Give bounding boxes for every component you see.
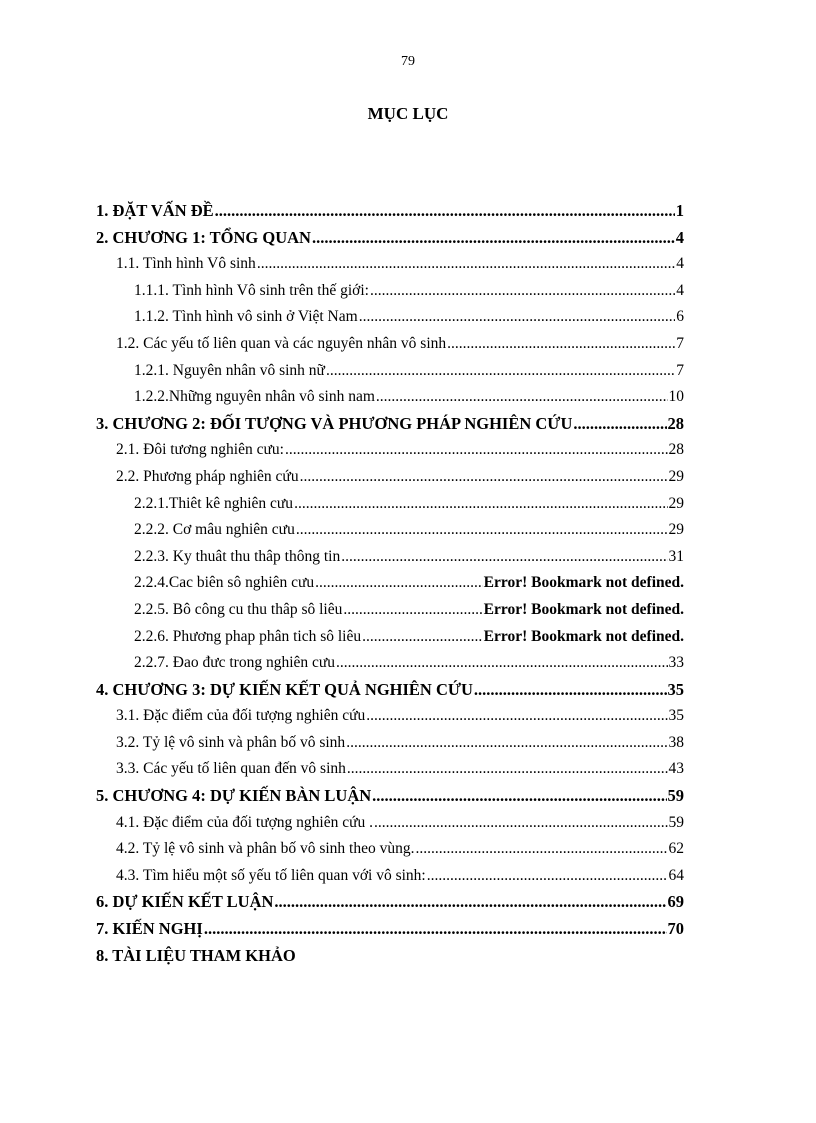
toc-entry-label: 3.3. Các yếu tố liên quan đến vô sinh (116, 760, 346, 778)
toc-leader-dots (274, 889, 666, 916)
toc-entry[interactable] (96, 331, 684, 358)
toc-entry-page: 7 (676, 361, 684, 379)
toc-entry[interactable] (96, 889, 684, 916)
table-of-contents (96, 198, 684, 969)
toc-entry-label: 1.2.2.Những nguyên nhân vô sinh nam (134, 388, 375, 406)
toc-entry-page: 59 (667, 786, 684, 806)
toc-entry-label: 2.1. Đôi tương nghiên cưu: (116, 441, 284, 459)
toc-entry-page: 70 (667, 919, 684, 939)
toc-leader-dots (300, 464, 668, 491)
toc-entry-page: 38 (668, 733, 684, 751)
toc-leader-dots (427, 863, 668, 890)
toc-entry-page: 62 (668, 840, 684, 858)
toc-entry-label: 2. CHƯƠNG 1: TỔNG QUAN (96, 227, 311, 247)
toc-entry[interactable] (96, 437, 684, 464)
toc-entry-label: 1. ĐẶT VẤN ĐỀ (96, 201, 214, 220)
toc-entry-page: 28 (667, 413, 684, 433)
toc-entry[interactable] (96, 491, 684, 518)
toc-entry[interactable] (96, 943, 684, 970)
toc-entry[interactable] (96, 517, 684, 544)
toc-entry[interactable] (96, 756, 684, 783)
toc-entry-page: 35 (668, 707, 684, 725)
toc-entry-page: 4 (676, 255, 684, 273)
toc-entry-page: 29 (668, 494, 684, 512)
toc-entry-page: 4 (675, 227, 684, 247)
toc-entry-label: 1.2.1. Nguyên nhân vô sinh nữ (134, 361, 325, 379)
toc-leader-dots (341, 544, 667, 571)
toc-leader-dots (359, 304, 676, 331)
toc-entry-page: 64 (668, 866, 684, 884)
toc-entry[interactable] (96, 384, 684, 411)
toc-entry-label: 4.1. Đặc điểm của đối tượng nghiên cứu . (116, 813, 374, 831)
toc-leader-dots (346, 730, 667, 757)
toc-entry-page: 29 (668, 521, 684, 539)
toc-leader-dots (347, 756, 668, 783)
toc-entry[interactable] (96, 650, 684, 677)
toc-entry[interactable] (96, 810, 684, 837)
toc-entry-label: 1.1.2. Tình hình vô sinh ở Việt Nam (134, 308, 358, 326)
toc-entry[interactable] (96, 570, 684, 597)
toc-entry-page: 33 (668, 654, 684, 672)
toc-entry-error: Error! Bookmark not defined. (483, 600, 684, 618)
toc-entry-label: 2.2.6. Phương phap phân tich sô liêu (134, 627, 362, 645)
toc-entry-label: 5. CHƯƠNG 4: DỰ KIẾN BÀN LUẬN (96, 786, 372, 806)
toc-entry-label: 3.1. Đặc điểm của đối tượng nghiên cứu (116, 707, 366, 725)
toc-leader-dots (296, 517, 668, 544)
toc-entry-label: 4.3. Tìm hiểu một số yếu tố liên quan với vô sinh: (116, 866, 426, 884)
toc-entry-page: 10 (668, 388, 684, 406)
toc-leader-dots (312, 225, 675, 252)
toc-entry-label: 2.2. Phương pháp nghiên cứu (116, 467, 299, 485)
toc-entry-label: 2.2.7. Đao đưc trong nghiên cưu (134, 654, 336, 672)
toc-leader-dots (374, 810, 667, 837)
toc-entry-label: 2.2.5. Bô công cu thu thâp sô liêu (134, 600, 343, 618)
toc-leader-dots (257, 251, 675, 278)
toc-entry-page: 29 (668, 467, 684, 485)
toc-entry-page: 28 (668, 441, 684, 459)
toc-entry-page: 69 (667, 892, 684, 912)
toc-entry[interactable] (96, 358, 684, 385)
toc-entry-label: 8. TÀI LIỆU THAM KHẢO (96, 945, 296, 965)
toc-entry[interactable] (96, 916, 684, 943)
toc-entry-page: 31 (668, 547, 684, 565)
toc-entry[interactable] (96, 703, 684, 730)
page-number: 79 (401, 54, 415, 69)
toc-title: MỤC LỤC (367, 104, 449, 123)
toc-leader-dots (326, 358, 675, 385)
toc-leader-dots (215, 198, 675, 225)
toc-entry[interactable] (96, 251, 684, 278)
toc-entry-label: 2.2.4.Cac biên sô nghiên cưu (134, 574, 315, 592)
toc-leader-dots (336, 650, 667, 677)
toc-entry[interactable] (96, 677, 684, 704)
toc-entry-label: 1.1.1. Tình hình Vô sinh trên thế giới: (134, 281, 369, 299)
toc-entry[interactable] (96, 411, 684, 438)
toc-leader-dots (366, 703, 667, 730)
toc-entry-label: 2.2.2. Cơ mâu nghiên cưu (134, 521, 295, 539)
toc-entry-label: 6. DỰ KIẾN KẾT LUẬN (96, 892, 274, 912)
toc-entry[interactable] (96, 278, 684, 305)
toc-entry-page: 59 (668, 813, 684, 831)
toc-entry[interactable] (96, 624, 684, 651)
toc-leader-dots (285, 437, 668, 464)
toc-entry[interactable] (96, 464, 684, 491)
toc-entry[interactable] (96, 198, 684, 225)
toc-entry-error: Error! Bookmark not defined. (483, 627, 684, 645)
toc-entry-label: 4. CHƯƠNG 3: DỰ KIẾN KẾT QUẢ NGHIÊN CỨU (96, 679, 473, 699)
toc-entry[interactable] (96, 863, 684, 890)
toc-entry-label: 1.1. Tình hình Vô sinh (116, 255, 256, 273)
toc-entry-label: 7. KIẾN NGHỊ (96, 919, 203, 939)
toc-entry-error: Error! Bookmark not defined. (483, 574, 684, 592)
toc-leader-dots (294, 491, 667, 518)
toc-entry-page: 7 (676, 334, 684, 352)
toc-entry-label: 1.2. Các yếu tố liên quan và các nguyên nhân vô sinh (116, 334, 447, 352)
toc-entry-page: 6 (676, 308, 684, 326)
toc-entry-page: 43 (668, 760, 684, 778)
toc-leader-dots (343, 597, 482, 624)
toc-leader-dots (204, 916, 667, 943)
toc-leader-dots (362, 624, 483, 651)
toc-entry[interactable] (96, 225, 684, 252)
toc-entry[interactable] (96, 836, 684, 863)
toc-entry-label: 2.2.1.Thiêt kê nghiên cưu (134, 494, 294, 512)
toc-entry-label: 3. CHƯƠNG 2: ĐỐI TƯỢNG VÀ PHƯƠNG PHÁP NGHIÊN CỨU (96, 413, 573, 433)
toc-leader-dots (372, 783, 666, 810)
toc-entry[interactable] (96, 730, 684, 757)
toc-entry[interactable] (96, 783, 684, 810)
toc-leader-dots (315, 570, 482, 597)
toc-leader-dots (376, 384, 668, 411)
toc-leader-dots (447, 331, 675, 358)
toc-leader-dots (416, 836, 668, 863)
toc-leader-dots (474, 677, 667, 704)
toc-entry-label: 4.2. Tỷ lệ vô sinh và phân bố vô sinh theo vùng. (116, 840, 415, 858)
toc-leader-dots (370, 278, 675, 305)
toc-entry-page: 1 (675, 201, 684, 220)
toc-entry[interactable] (96, 304, 684, 331)
toc-entry-label: 3.2. Tỷ lệ vô sinh và phân bố vô sinh (116, 733, 346, 751)
toc-entry[interactable] (96, 597, 684, 624)
toc-entry-page: 35 (667, 679, 684, 699)
toc-entry[interactable] (96, 544, 684, 571)
toc-entry-page: 4 (676, 281, 684, 299)
toc-entry-label: 2.2.3. Ky thuât thu thâp thông tin (134, 547, 341, 565)
toc-leader-dots (573, 411, 666, 438)
